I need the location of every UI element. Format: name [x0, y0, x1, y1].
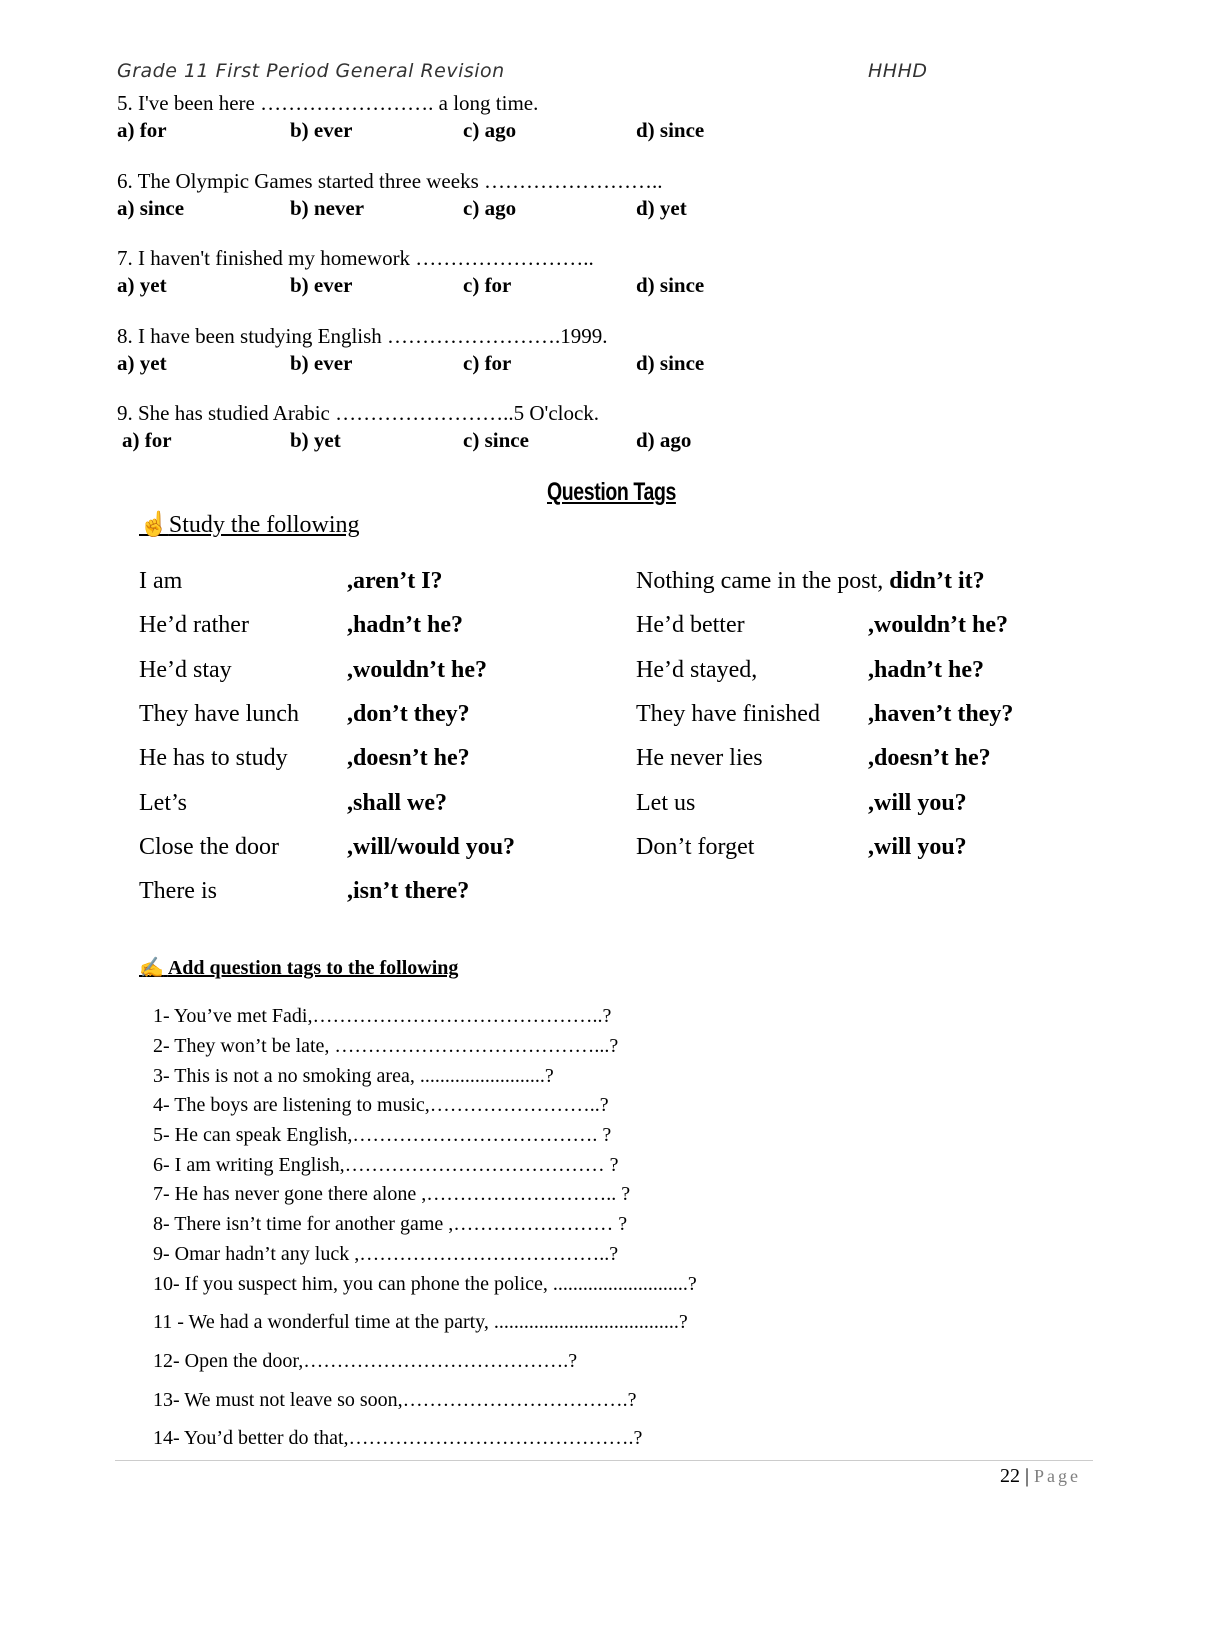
tag-phrase: Close the door	[139, 833, 279, 860]
answer-option: a) for	[122, 428, 172, 452]
tag-answer: ,will/would you?	[347, 833, 516, 860]
answer-option: a) for	[117, 118, 167, 142]
header-code: HHHD	[868, 60, 928, 82]
tag-phrase: Don’t forget	[636, 833, 755, 860]
tag-row-first	[636, 568, 985, 595]
exercise-item: 5- He can speak English,………………………………. ?	[153, 1124, 612, 1146]
tag-answer: ,shall we?	[347, 789, 448, 816]
question-text: 7. I haven't finished my homework ……………………..	[117, 246, 594, 270]
answer-option: c) ago	[463, 118, 517, 142]
tag-answer: ,aren’t I?	[347, 568, 443, 594]
page-footer	[1000, 1465, 1081, 1488]
tag-phrase: He never lies	[636, 745, 763, 772]
tag-phrase: He’d better	[636, 612, 745, 639]
tag-answer: ,hadn’t he?	[868, 656, 985, 683]
tag-answer: ,isn’t there?	[347, 878, 470, 905]
tag-phrase: I am	[139, 568, 183, 594]
question-text: 6. The Olympic Games started three weeks ……………………..	[117, 168, 663, 193]
study-heading	[139, 510, 360, 539]
tag-answer: ,will you?	[868, 833, 967, 860]
tag-phrase: They have lunch	[139, 700, 299, 727]
tag-phrase: He’d stay	[139, 656, 232, 683]
tag-phrase: Nothing came in the post,	[636, 568, 884, 594]
study-label: Study the following	[168, 512, 360, 538]
exercise-item: 8- There isn’t time for another game ,…………………… ?	[153, 1213, 628, 1235]
tag-phrase: Let’s	[139, 789, 187, 816]
exercise-item: 3- This is not a no smoking area, .........................?	[153, 1065, 554, 1087]
exercise-item: 7- He has never gone there alone ,……………………….. ?	[153, 1183, 631, 1205]
question-text: 9. She has studied Arabic ……………………..5 O'clock.	[117, 401, 600, 425]
question-text: 5. I've been here ……………………. a long time.	[117, 91, 539, 115]
exercise-item: 1- You’ve met Fadi,……………………………………..?	[153, 1005, 612, 1027]
answer-option: b) ever	[290, 350, 353, 375]
exercise-item: 2- They won’t be late, …………………………………...?	[153, 1035, 619, 1057]
page-number: 22	[1000, 1465, 1020, 1487]
exercise-item: 13- We must not leave so soon,…………………………….?	[153, 1389, 637, 1411]
answer-option: b) ever	[290, 118, 353, 142]
answer-option: d) yet	[636, 195, 687, 220]
answer-option: c) since	[463, 428, 529, 452]
answer-option: d) ago	[636, 428, 692, 452]
tag-phrase: There is	[139, 878, 217, 905]
tag-phrase: He’d rather	[139, 612, 249, 639]
exercise-item: 9- Omar hadn’t any luck ,………………………………..?	[153, 1243, 619, 1265]
tag-phrase: He has to study	[139, 745, 288, 772]
pointing-hand-icon: ☝	[139, 512, 169, 538]
answer-option: d) since	[636, 350, 705, 375]
tag-answer: ,doesn’t he?	[868, 745, 991, 772]
tag-answer: ,don’t they?	[347, 700, 470, 727]
answer-option: c) ago	[463, 195, 517, 220]
writing-hand-icon: ✍	[139, 957, 164, 979]
footer-divider	[115, 1460, 1093, 1461]
answer-option: b) yet	[290, 428, 341, 452]
page-word: Page	[1034, 1466, 1082, 1486]
answer-option: b) ever	[290, 273, 353, 297]
answer-option: a) since	[117, 195, 185, 220]
tag-answer: ,doesn’t he?	[347, 745, 470, 772]
answer-option: c) for	[463, 273, 512, 297]
exercise-item: 11 - We had a wonderful time at the party, .....................................?	[153, 1311, 688, 1333]
tag-answer: ,wouldn’t he?	[347, 656, 488, 683]
section-title: Question Tags	[547, 478, 676, 506]
tag-answer: ,haven’t they?	[868, 700, 1014, 727]
tag-answer: ,will you?	[868, 789, 967, 816]
answer-option: d) since	[636, 273, 705, 297]
exercise-title: Add question tags to the following	[167, 957, 459, 979]
exercise-item: 4- The boys are listening to music,……………………..?	[153, 1094, 609, 1116]
exercise-heading	[139, 955, 458, 980]
exercise-item: 12- Open the door,………………………………….?	[153, 1350, 578, 1372]
exercise-item: 14- You’d better do that,…………………………………….?	[153, 1427, 643, 1449]
tag-answer: didn’t it?	[889, 568, 985, 594]
tag-answer: ,hadn’t he?	[347, 612, 464, 639]
tag-phrase: He’d stayed,	[636, 656, 758, 683]
answer-option: a) yet	[117, 350, 167, 375]
tag-phrase: Let us	[636, 789, 696, 816]
tag-answer: ,wouldn’t he?	[868, 612, 1009, 639]
answer-option: d) since	[636, 118, 705, 142]
question-text: 8. I have been studying English …………………….1999.	[117, 323, 608, 348]
separator: |	[1025, 1465, 1030, 1487]
answer-option: c) for	[463, 350, 512, 375]
answer-option: a) yet	[117, 273, 167, 297]
tag-phrase: They have finished	[636, 700, 820, 727]
exercise-item: 6- I am writing English,………………………………… ?	[153, 1154, 619, 1176]
answer-option: b) never	[290, 195, 365, 220]
header-title: Grade 11 First Period General Revision	[117, 60, 505, 82]
exercise-item: 10- If you suspect him, you can phone the police, ...........................?	[153, 1273, 697, 1295]
